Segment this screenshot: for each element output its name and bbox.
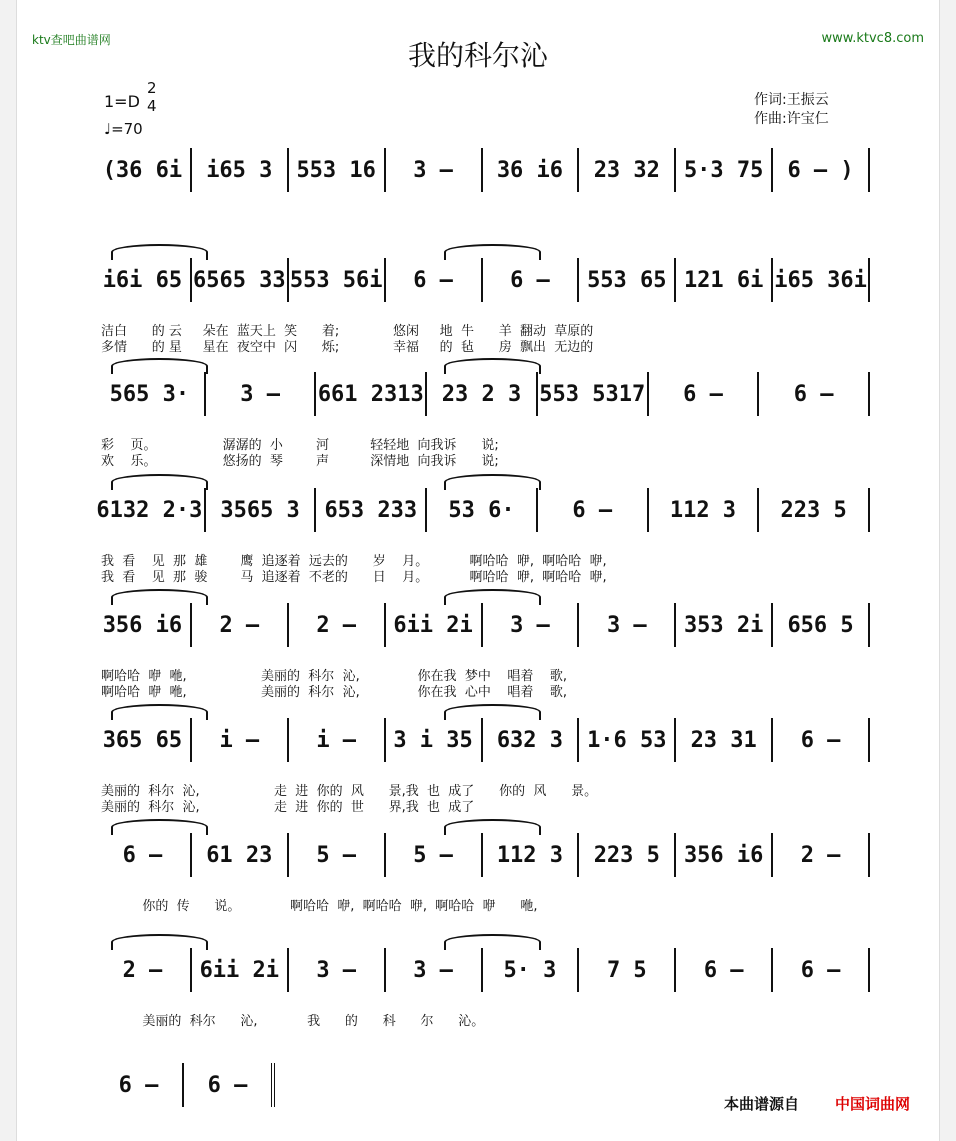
measure: 661 2313 — [314, 372, 425, 416]
slur-arc — [111, 244, 208, 260]
measure: 653 233 — [314, 488, 425, 532]
staff-system — [95, 948, 870, 1030]
measure: 6 – — [647, 372, 758, 416]
measure: 3 – — [384, 948, 481, 992]
right-watermark-strip — [939, 0, 956, 1141]
measure: 3 i 35 — [384, 718, 481, 762]
lyricist: 作词:王振云 — [754, 92, 829, 108]
measure: 6 – — [674, 948, 771, 992]
measure: 2 – — [122, 957, 163, 983]
measure: 6565 33 — [190, 258, 287, 302]
slur-arc — [444, 358, 541, 374]
slur-arc — [111, 474, 208, 490]
staff-line — [95, 948, 870, 992]
staff-line — [95, 603, 870, 647]
staff-system — [95, 488, 870, 586]
time-top: 2 — [147, 79, 157, 97]
measure: 61 23 — [190, 833, 287, 877]
slur-arc — [444, 704, 541, 720]
staff-line — [95, 718, 870, 762]
measure: 6 – — [757, 372, 870, 416]
composer: 作曲:许宝仁 — [754, 111, 829, 127]
measure: 1·6 53 — [577, 718, 674, 762]
staff-line — [95, 1063, 275, 1107]
measure: 6ii 2i — [384, 603, 481, 647]
measure: 6 – ) — [771, 148, 870, 192]
measure: 112 3 — [481, 833, 578, 877]
site-url-right: www.ktvc8.com — [821, 31, 924, 46]
measure: 7 5 — [577, 948, 674, 992]
slur-arc — [111, 934, 208, 950]
measure: 565 3· — [109, 381, 190, 407]
measure: 3 – — [577, 603, 674, 647]
lyric-line: 啊哈哈 咿 咃, 美丽的 科尔 沁, 你在我 梦中 唱着 歌, — [101, 669, 568, 684]
measure: 6 – — [536, 488, 647, 532]
lyric-line: 啊哈哈 咿 咃, 美丽的 科尔 沁, 你在我 心中 唱着 歌, — [101, 685, 568, 700]
lyric-line: 美丽的 科尔 沁, 我 的 科 尔 沁。 — [101, 1014, 485, 1029]
measure: 6132 2·3 — [96, 497, 203, 523]
measure: 223 5 — [757, 488, 870, 532]
measure: i65 3 — [190, 148, 287, 192]
slur-arc — [444, 244, 541, 260]
measure: 632 3 — [481, 718, 578, 762]
measure: 6 – — [122, 842, 163, 868]
lyric-line: 欢 乐。 悠扬的 琴 声 深情地 向我诉 说; — [101, 454, 499, 469]
measure: 2 – — [190, 603, 287, 647]
measure: (36 6i — [102, 157, 183, 183]
measure: 121 6i — [674, 258, 771, 302]
measure: 5 – — [384, 833, 481, 877]
slur-arc — [444, 934, 541, 950]
measure: 5· 3 — [481, 948, 578, 992]
measure: 6 – — [771, 718, 870, 762]
measure: 3 – — [481, 603, 578, 647]
measure: 2 – — [287, 603, 384, 647]
measure: 6 – — [384, 258, 481, 302]
lyric-line: 多情 的 星 星在 夜空中 闪 烁; 幸福 的 毡 房 飘出 无边的 — [101, 340, 594, 355]
lyric-line: 洁白 的 云 朵在 蓝天上 笑 着; 悠闲 地 牛 羊 翻动 草原的 — [101, 324, 594, 339]
measure: 6 – — [481, 258, 578, 302]
measure: 6 – — [118, 1072, 159, 1098]
left-watermark-strip — [0, 0, 17, 1141]
measure: 365 65 — [102, 727, 183, 753]
staff-system — [95, 372, 870, 470]
lyric-line: 美丽的 科尔 沁, 走 进 你的 世 界,我 也 成了 — [101, 800, 475, 815]
measure: 353 2i — [674, 603, 771, 647]
measure: 23 2 3 — [425, 372, 536, 416]
slur-arc — [111, 358, 208, 374]
slur-arc — [444, 589, 541, 605]
time-bottom: 4 — [147, 97, 157, 115]
staff-line — [95, 488, 870, 532]
measure: 23 32 — [577, 148, 674, 192]
slur-arc — [111, 704, 208, 720]
measure: i – — [190, 718, 287, 762]
measure: 3 – — [204, 372, 315, 416]
measure: 356 i6 — [674, 833, 771, 877]
staff-line — [95, 258, 870, 302]
slur-arc — [444, 819, 541, 835]
measure: 3565 3 — [204, 488, 315, 532]
staff-line — [95, 833, 870, 877]
measure: i6i 65 — [102, 267, 183, 293]
lyric-line: 美丽的 科尔 沁, 走 进 你的 风 景,我 也 成了 你的 风 景。 — [101, 784, 598, 799]
measure: 553 56i — [287, 258, 384, 302]
measure: 356 i6 — [102, 612, 183, 638]
measure: 23 31 — [674, 718, 771, 762]
source-label: 本曲谱源自 — [724, 1095, 800, 1113]
measure: 3 – — [384, 148, 481, 192]
measure: i – — [287, 718, 384, 762]
time-signature — [147, 79, 157, 115]
measure: 3 – — [287, 948, 384, 992]
measure: 2 – — [771, 833, 870, 877]
staff-system — [95, 1063, 275, 1129]
source-name: 中国词曲网 — [835, 1095, 911, 1113]
measure: 553 65 — [577, 258, 674, 302]
measure: 553 16 — [287, 148, 384, 192]
measure: 6 – — [771, 948, 870, 992]
lyric-line: 彩 页。 潺潺的 小 河 轻轻地 向我诉 说; — [101, 438, 499, 453]
lyric-line: 我 看 见 那 骏 马 追逐着 不老的 日 月。 啊哈哈 咿, 啊哈哈 咿, — [101, 570, 607, 585]
lyric-line: 我 看 见 那 雄 鹰 追逐着 远去的 岁 月。 啊哈哈 咿, 啊哈哈 咿, — [101, 554, 607, 569]
slur-arc — [111, 589, 208, 605]
staff-line — [95, 148, 870, 192]
staff-system — [95, 603, 870, 701]
measure: 553 5317 — [536, 372, 647, 416]
measure: 6ii 2i — [190, 948, 287, 992]
measure: 36 i6 — [481, 148, 578, 192]
measure: 6 – — [182, 1063, 275, 1107]
staff-system — [95, 718, 870, 816]
measure: 112 3 — [647, 488, 758, 532]
tempo-mark: ♩=70 — [104, 120, 143, 138]
site-name-left: ktv查吧曲谱网 — [32, 33, 111, 47]
staff-system — [95, 833, 870, 915]
staff-system — [95, 258, 870, 356]
slur-arc — [444, 474, 541, 490]
lyric-line: 你的 传 说。 啊哈哈 咿, 啊哈哈 咿, 啊哈哈 咿 咃, — [101, 899, 538, 914]
slur-arc — [111, 819, 208, 835]
key-signature: 1=D — [104, 92, 140, 111]
measure: 53 6· — [425, 488, 536, 532]
staff-line — [95, 372, 870, 416]
measure: 5 – — [287, 833, 384, 877]
measure: i65 36i — [771, 258, 870, 302]
measure: 656 5 — [771, 603, 870, 647]
measure: 223 5 — [577, 833, 674, 877]
staff-system — [95, 148, 870, 214]
measure: 5·3 75 — [674, 148, 771, 192]
song-title: 我的科尔沁 — [407, 39, 548, 72]
